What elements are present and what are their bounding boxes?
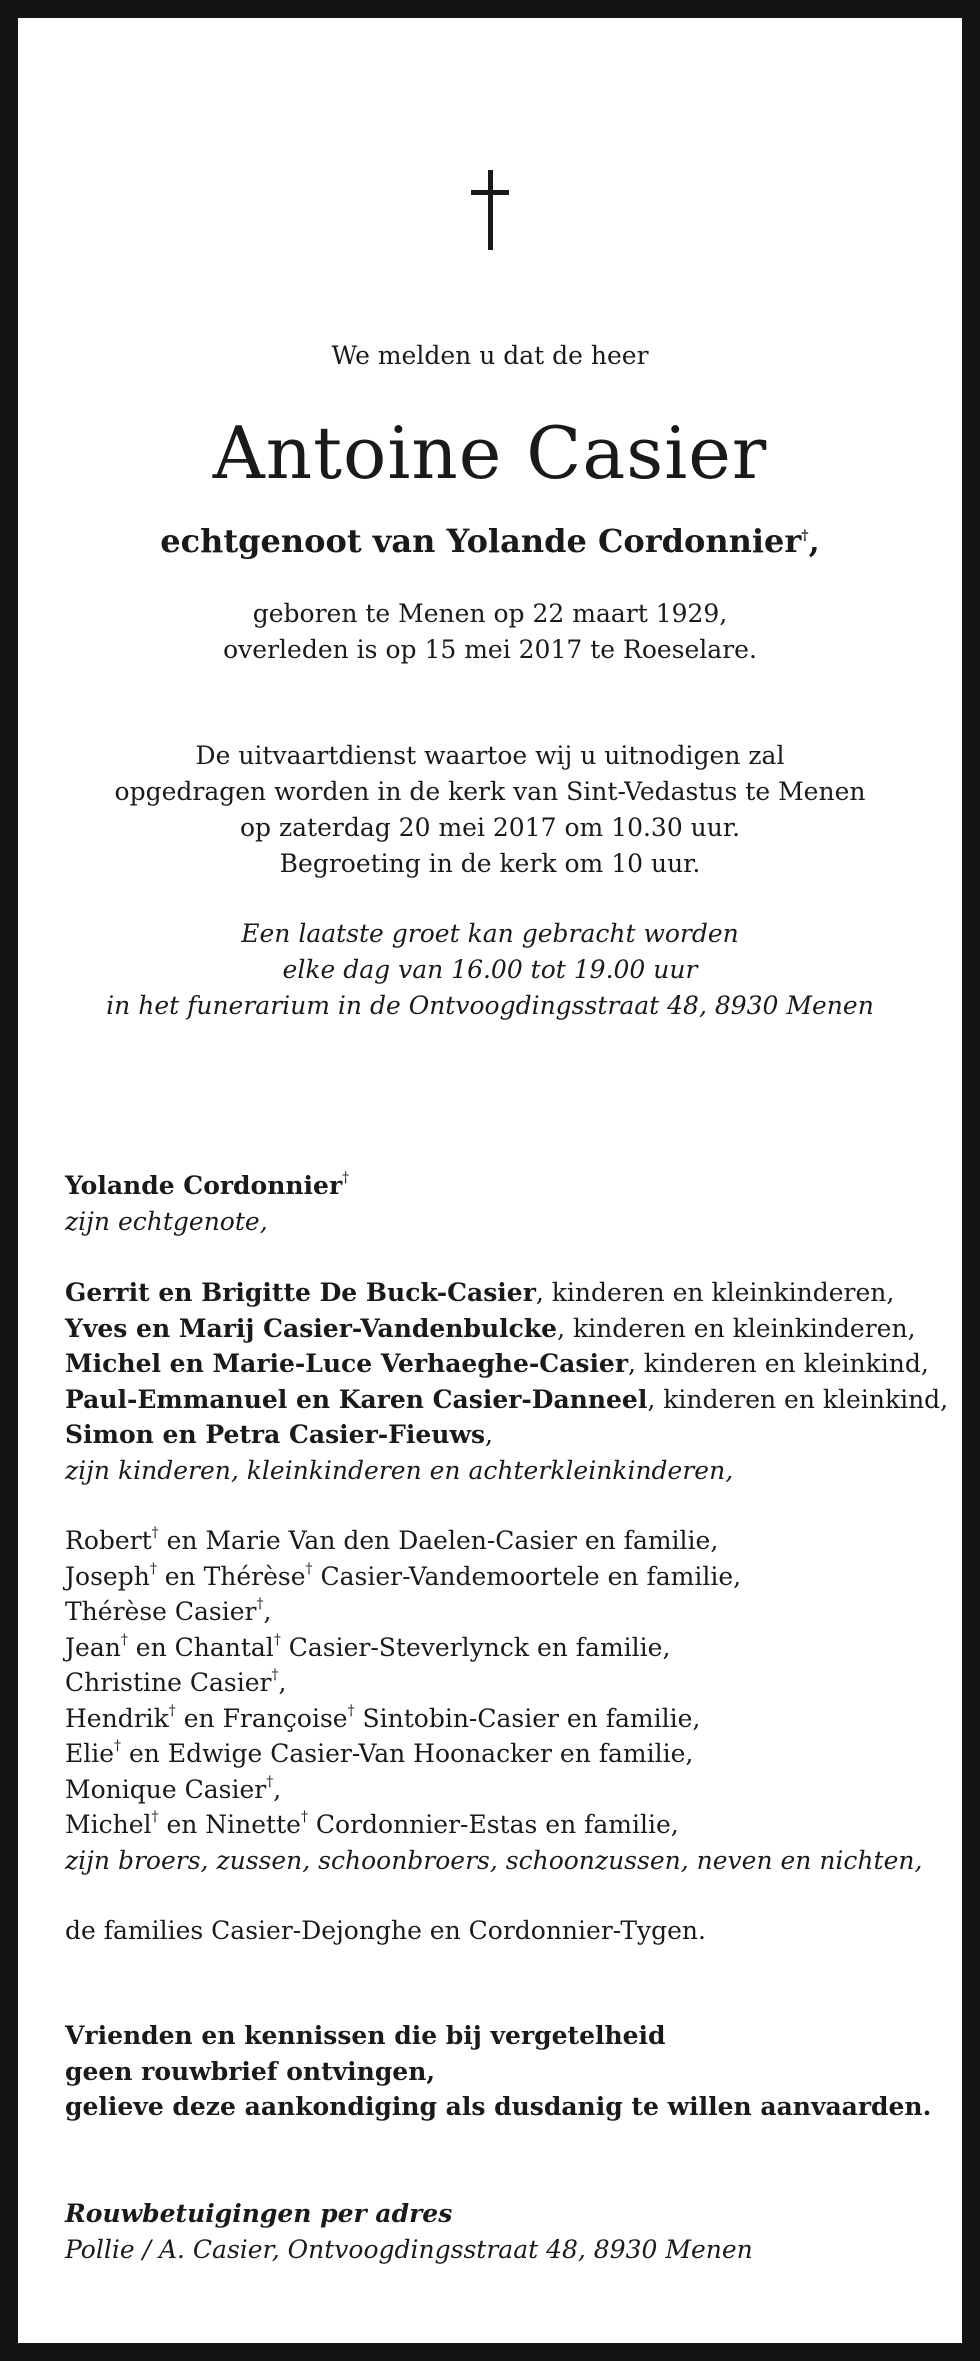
list-item: Michel† en Ninette† Cordonnier-Estas en familie,	[65, 1809, 679, 1839]
siblings-block: Robert† en Marie Van den Daelen-Casier en familie, Joseph† en Thérèse† Casier-Vandemoortele en familie, Thérèse Casier†, Jean† en Chantal† Casier-Steverlynck en familie, Christine Casier†, Hendrik† en Françoise† Sintobin-Casier en familie, Elie† en Edwige Casier-Van Hoonacker en familie, Monique Casier†, Michel† en Ninette† Cordonnier-Estas en familie, zijn broers, zussen, schoonbroers, schoonzussen, neven en nichten,	[65, 1523, 945, 1878]
list-item: Simon en Petra Casier-Fieuws,	[65, 1420, 493, 1449]
visitation-info: Een laatste groet kan gebracht worden elke dag van 16.00 tot 19.00 uur in het funerarium in de Ontvoogdingsstraat 48, 8930 Menen	[106, 919, 874, 1020]
list-item: Monique Casier†,	[65, 1773, 282, 1804]
list-item: Jean† en Chantal† Casier-Steverlynck en familie,	[65, 1631, 671, 1662]
cross-icon	[471, 170, 509, 250]
list-item: Elie† en Edwige Casier-Van Hoonacker en familie,	[65, 1738, 694, 1768]
deceased-name: Antoine Casier	[212, 411, 768, 495]
list-item: Thérèse Casier†,	[65, 1596, 272, 1626]
list-item: Robert† en Marie Van den Daelen-Casier en familie,	[65, 1525, 719, 1555]
spouse-line: echtgenoot van Yolande Cordonnier†,	[160, 522, 820, 560]
list-item: Hendrik† en Françoise† Sintobin-Casier en familie,	[65, 1702, 701, 1733]
list-item: Christine Casier†,	[65, 1667, 287, 1697]
condolences-address: Pollie / A. Casier, Ontvoogdingsstraat 48, 8930 Menen	[65, 2234, 753, 2264]
notice-block: Vrienden en kennissen die bij vergetelheid geen rouwbrief ontvingen, gelieve deze aankondiging als dusdanig te willen aanvaarden.	[65, 2021, 932, 2121]
list-item: Michel en Marie-Luce Verhaeghe-Casier, kinderen en kleinkind,	[65, 1349, 929, 1378]
funeral-service-info: De uitvaartdienst waartoe wij u uitnodigen zal opgedragen worden in de kerk van Sint-Vedastus te Menen op zaterdag 20 mei 2017 om 10.30 uur. Begroeting in de kerk om 10 uur.	[114, 741, 866, 878]
list-item: Gerrit en Brigitte De Buck-Casier, kinderen en kleinkinderen,	[65, 1278, 895, 1307]
intro-text: We melden u dat de heer	[331, 341, 649, 370]
families-line: de families Casier-Dejonghe en Cordonnier-Tygen.	[65, 1916, 706, 1945]
children-block: Gerrit en Brigitte De Buck-Casier, kinderen en kleinkinderen, Yves en Marij Casier-Vandenbulcke, kinderen en kleinkinderen, Michel en Marie-Luce Verhaeghe-Casier, kinderen en kleinkind, Paul-Emmanuel en Karen Casier-Danneel, kinderen en kleinkind, Simon en Petra Casier-Fieuws, zijn kinderen, kleinkinderen en achterkleinkinderen,	[65, 1275, 945, 1488]
list-item: Paul-Emmanuel en Karen Casier-Danneel, kinderen en kleinkind,	[65, 1384, 949, 1414]
birth-death-info: geboren te Menen op 22 maart 1929, overleden is op 15 mei 2017 te Roeselare.	[223, 599, 757, 664]
condolences-block	[65, 2196, 945, 2267]
obituary-card	[18, 18, 962, 2343]
list-item: Joseph† en Thérèse† Casier-Vandemoortele en familie,	[65, 1560, 742, 1591]
wife-block: Yolande Cordonnier† zijn echtgenote,	[65, 1170, 350, 1236]
condolences-title: Rouwbetuigingen per adres	[65, 2199, 453, 2228]
list-item: Yves en Marij Casier-Vandenbulcke, kinderen en kleinkinderen,	[65, 1313, 916, 1343]
